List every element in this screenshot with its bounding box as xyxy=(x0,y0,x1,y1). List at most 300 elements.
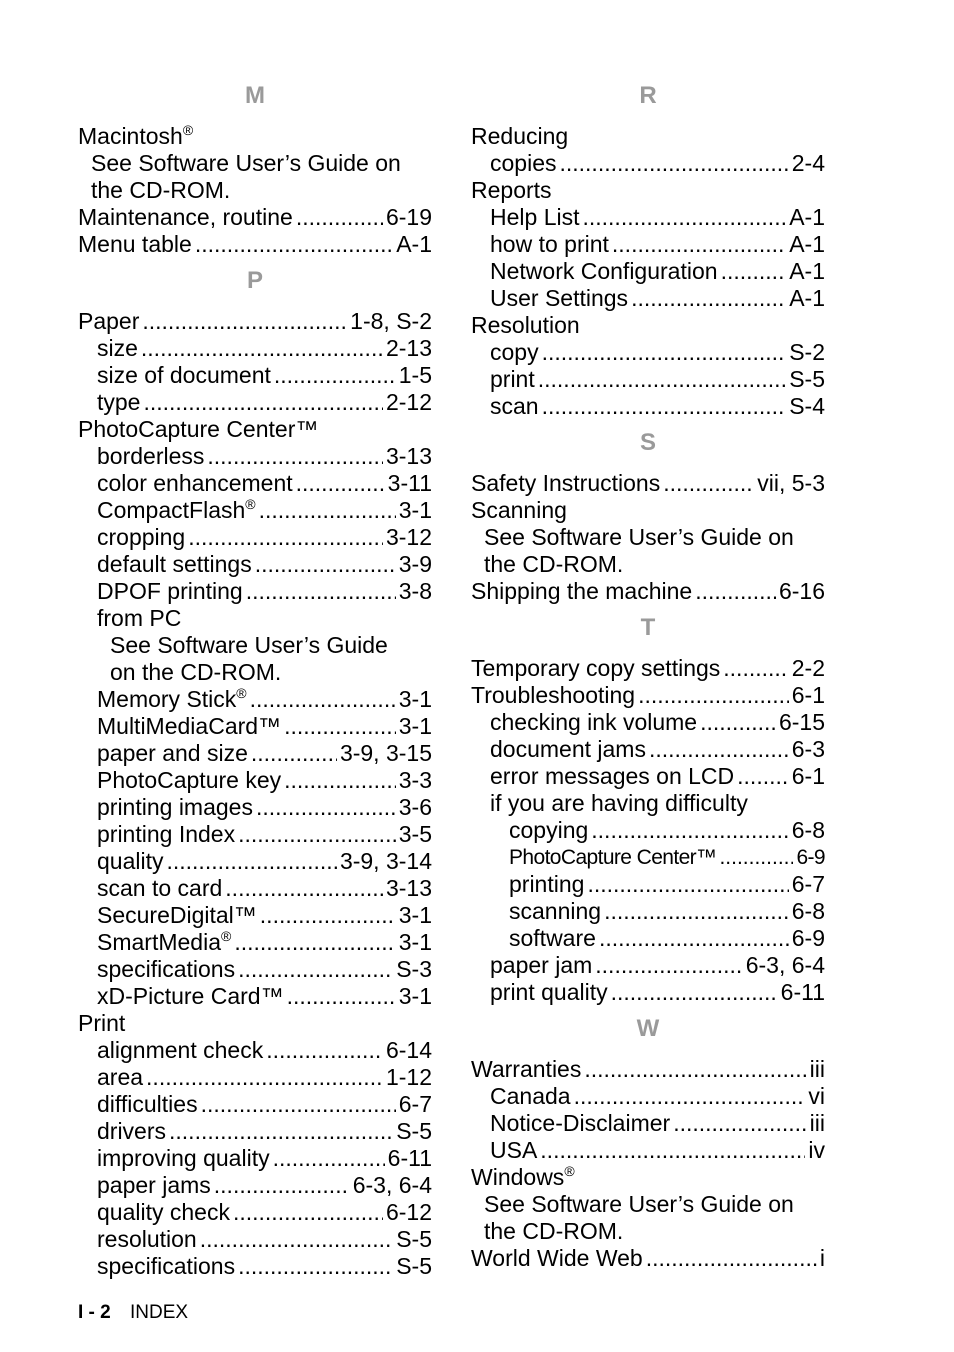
entry-term-text: Memory Stick xyxy=(97,686,237,712)
dot-leader xyxy=(296,204,383,231)
index-letter-heading: S xyxy=(639,429,656,456)
index-entry xyxy=(78,1172,432,1199)
entry-page-ref: 6-8 xyxy=(791,898,825,924)
registered-mark: ® xyxy=(245,496,256,512)
index-entry xyxy=(78,686,432,713)
entry-page-ref: A-1 xyxy=(789,258,825,284)
entry-page-ref: 3-1 xyxy=(398,686,432,712)
dot-leader xyxy=(638,682,789,709)
entry-term xyxy=(78,1010,125,1037)
entry-page-ref: A-1 xyxy=(789,231,825,257)
see-reference-line: the CD-ROM. xyxy=(484,1218,624,1244)
entry-page-ref: 2-13 xyxy=(385,335,432,361)
entry-page-ref: 2-4 xyxy=(791,150,825,176)
index-entry xyxy=(78,848,432,875)
entry-term xyxy=(97,524,185,551)
entry-term xyxy=(490,1083,571,1110)
index-entry xyxy=(471,339,825,366)
entry-term xyxy=(97,902,257,929)
dot-leader xyxy=(612,231,786,258)
index-entry xyxy=(471,177,825,204)
entry-term-text: copy xyxy=(490,339,539,365)
entry-term xyxy=(97,551,252,578)
index-entry xyxy=(78,929,432,956)
entry-page-ref: 6-3, 6-4 xyxy=(745,952,825,978)
dot-leader xyxy=(673,1110,806,1137)
dot-leader xyxy=(260,902,396,929)
index-entry xyxy=(471,231,825,258)
entry-term xyxy=(97,1172,211,1199)
entry-page-ref: S-5 xyxy=(396,1118,432,1144)
entry-term-text: paper jams xyxy=(97,1172,211,1198)
entry-term-text: Network Configuration xyxy=(490,258,718,284)
entry-term xyxy=(490,204,579,231)
dot-leader xyxy=(287,983,396,1010)
index-entry xyxy=(78,1064,432,1091)
entry-term-text: Paper xyxy=(78,308,140,334)
entry-page-ref: 1-5 xyxy=(398,362,432,388)
registered-mark: ® xyxy=(236,685,247,701)
index-entry xyxy=(471,790,825,817)
entry-term xyxy=(78,416,318,443)
index-entry xyxy=(78,335,432,362)
entry-term xyxy=(509,817,588,844)
entry-term-text: color enhancement xyxy=(97,470,293,496)
entry-term xyxy=(490,231,609,258)
entry-term-text: printing Index xyxy=(97,821,236,847)
entry-term-text: document jams xyxy=(490,736,646,762)
section-gap xyxy=(78,258,432,267)
index-letter-heading: T xyxy=(640,614,656,641)
index-entry xyxy=(78,740,432,767)
dot-leader xyxy=(251,740,337,767)
entry-term-text: scanning xyxy=(509,898,602,924)
entry-term-text: Macintosh xyxy=(78,123,183,149)
entry-page-ref: 3-9 xyxy=(398,551,432,577)
dot-leader xyxy=(256,794,396,821)
entry-term xyxy=(97,1253,235,1280)
entry-term-text: Reports xyxy=(471,177,552,203)
dot-leader xyxy=(538,366,786,393)
entry-term-text: size xyxy=(97,335,138,361)
see-reference-line: See Software User’s Guide on xyxy=(484,524,794,550)
index-entry xyxy=(78,578,432,605)
dot-leader xyxy=(246,578,396,605)
entry-page-ref: S-3 xyxy=(396,956,432,982)
entry-term-text: checking ink volume xyxy=(490,709,698,735)
index-entry xyxy=(78,416,432,443)
entry-term xyxy=(97,1037,263,1064)
entry-term xyxy=(490,736,646,763)
entry-term xyxy=(471,123,568,150)
entry-term-text: Temporary copy settings xyxy=(471,655,721,681)
see-reference-line: on the CD-ROM. xyxy=(110,659,282,685)
index-entry xyxy=(471,393,825,420)
entry-term xyxy=(490,709,697,736)
entry-term xyxy=(490,393,539,420)
entry-term xyxy=(97,740,248,767)
dot-leader xyxy=(591,817,788,844)
index-entry xyxy=(78,443,432,470)
dot-leader xyxy=(200,1226,393,1253)
entry-term-text: Windows xyxy=(471,1164,565,1190)
entry-term-text: Reducing xyxy=(471,123,569,149)
index-entry xyxy=(78,1199,432,1226)
entry-page-ref: S-2 xyxy=(789,339,825,365)
entry-term-text: borderless xyxy=(97,443,205,469)
entry-term-text: MultiMediaCard™ xyxy=(97,713,282,739)
index-letter-heading: M xyxy=(245,82,265,109)
entry-term-text: specifications xyxy=(97,1253,236,1279)
dot-leader xyxy=(599,925,789,952)
see-reference-line: See Software User’s Guide on xyxy=(484,1191,794,1217)
index-entry xyxy=(471,925,825,952)
index-entry xyxy=(471,1083,825,1110)
index-entry xyxy=(471,1137,825,1164)
entry-term xyxy=(97,794,253,821)
index-letter-heading: P xyxy=(246,267,263,294)
entry-page-ref: 3-11 xyxy=(387,470,432,496)
index-entry xyxy=(78,875,432,902)
entry-term-text: improving quality xyxy=(97,1145,270,1171)
entry-page-ref: 6-3, 6-4 xyxy=(352,1172,432,1198)
entry-term-text: drivers xyxy=(97,1118,167,1144)
entry-term xyxy=(490,763,734,790)
index-entry xyxy=(471,736,825,763)
dot-leader xyxy=(587,871,788,898)
index-entry xyxy=(471,655,825,682)
entry-term-text: cropping xyxy=(97,524,186,550)
entry-term xyxy=(97,443,204,470)
dot-leader xyxy=(225,875,383,902)
entry-term xyxy=(97,1064,143,1091)
entry-page-ref: S-4 xyxy=(789,393,825,419)
section-gap xyxy=(471,605,825,614)
entry-term xyxy=(97,1118,166,1145)
index-entry xyxy=(78,821,432,848)
index-entry xyxy=(78,389,432,416)
entry-term-text: area xyxy=(97,1064,144,1090)
index-entry xyxy=(471,258,825,285)
entry-term xyxy=(97,713,281,740)
entry-term-text: Safety Instructions xyxy=(471,470,661,496)
entry-term-text: USA xyxy=(490,1137,538,1163)
index-entry xyxy=(471,844,825,871)
index-entry xyxy=(471,682,825,709)
dot-leader xyxy=(255,551,396,578)
index-entry xyxy=(471,979,825,1006)
entry-term xyxy=(509,898,601,925)
entry-page-ref: 3-1 xyxy=(398,929,432,955)
entry-page-ref: 3-1 xyxy=(398,983,432,1009)
entry-page-ref: 6-19 xyxy=(385,204,432,230)
entry-term-text: Canada xyxy=(490,1083,571,1109)
see-reference-line: See Software User’s Guide on xyxy=(91,150,401,176)
entry-page-ref: 3-1 xyxy=(398,902,432,928)
entry-term xyxy=(97,848,163,875)
index-letter-heading: R xyxy=(639,82,657,109)
entry-term-text: SmartMedia xyxy=(97,929,221,955)
entry-term xyxy=(490,979,608,1006)
entry-page-ref: S-5 xyxy=(789,366,825,392)
entry-page-ref: 2-12 xyxy=(385,389,432,415)
index-entry xyxy=(78,1226,432,1253)
entry-term xyxy=(471,655,720,682)
entry-term xyxy=(97,605,181,632)
dot-leader xyxy=(595,952,742,979)
entry-term xyxy=(490,952,592,979)
see-reference-line: the CD-ROM. xyxy=(484,551,624,577)
entry-page-ref: 6-1 xyxy=(791,682,825,708)
index-entry xyxy=(78,605,432,632)
entry-term-text: default settings xyxy=(97,551,252,577)
dot-leader xyxy=(737,763,789,790)
entry-page-ref: A-1 xyxy=(789,204,825,230)
index-entry xyxy=(471,285,825,312)
entry-term-text: Maintenance, routine xyxy=(78,204,293,230)
entry-term xyxy=(471,682,635,709)
section-gap xyxy=(471,420,825,429)
entry-page-ref: 6-8 xyxy=(791,817,825,843)
entry-term xyxy=(78,123,193,150)
dot-leader xyxy=(214,1172,350,1199)
entry-term xyxy=(490,339,539,366)
dot-leader xyxy=(266,1037,383,1064)
entry-term-text: paper jam xyxy=(490,952,593,978)
entry-term-text: scan xyxy=(490,393,539,419)
entry-term xyxy=(471,177,552,204)
dot-leader xyxy=(207,443,383,470)
index-entry xyxy=(78,713,432,740)
entry-term xyxy=(97,956,235,983)
entry-term xyxy=(509,871,584,898)
entry-term-text: Notice-Disclaimer xyxy=(490,1110,671,1136)
entry-term-text: xD-Picture Card™ xyxy=(97,983,284,1009)
index-entry xyxy=(78,470,432,497)
index-entry xyxy=(471,123,825,150)
entry-term-text: from PC xyxy=(97,605,182,631)
entry-term xyxy=(490,366,535,393)
entry-term xyxy=(509,844,716,871)
dot-leader xyxy=(559,150,788,177)
entry-term-text: PhotoCapture Center™ xyxy=(509,846,717,869)
index-entry xyxy=(471,1110,825,1137)
entry-term-text: Print xyxy=(78,1010,126,1036)
index-entry xyxy=(471,1164,825,1191)
entry-term-text: SecureDigital™ xyxy=(97,902,257,928)
entry-page-ref: 3-5 xyxy=(398,821,432,847)
entry-term-text: Resolution xyxy=(471,312,580,338)
index-entry xyxy=(471,204,825,231)
entry-page-ref: iii xyxy=(809,1110,825,1136)
entry-term xyxy=(471,1245,643,1272)
entry-term xyxy=(471,470,660,497)
entry-term-text: specifications xyxy=(97,956,236,982)
entry-term-text: resolution xyxy=(97,1226,197,1252)
index-entry xyxy=(78,794,432,821)
index-entry xyxy=(78,1145,432,1172)
dot-leader xyxy=(273,1145,385,1172)
entry-page-ref: vii, 5-3 xyxy=(757,470,825,496)
dot-leader xyxy=(284,767,396,794)
entry-page-ref: A-1 xyxy=(396,231,432,257)
section-name: INDEX xyxy=(130,1302,189,1323)
entry-term xyxy=(97,1226,197,1253)
index-entry xyxy=(471,578,825,605)
entry-term-text: User Settings xyxy=(490,285,629,311)
index-entry xyxy=(78,362,432,389)
dot-leader xyxy=(649,736,789,763)
index-entry xyxy=(78,956,432,983)
entry-page-ref: S-5 xyxy=(396,1253,432,1279)
index-entry xyxy=(78,767,432,794)
entry-page-ref: 6-16 xyxy=(778,578,825,604)
entry-page-ref: 3-3 xyxy=(398,767,432,793)
dot-leader xyxy=(169,1118,393,1145)
dot-leader xyxy=(584,1056,806,1083)
entry-page-ref: iii xyxy=(809,1056,825,1082)
page-footer xyxy=(78,1302,188,1324)
entry-term-text: size of document xyxy=(97,362,271,388)
index-entry xyxy=(78,1037,432,1064)
entry-term xyxy=(97,578,243,605)
entry-term-text: paper and size xyxy=(97,740,248,766)
dot-leader xyxy=(146,1064,383,1091)
entry-term-text: quality xyxy=(97,848,164,874)
entry-term-text: alignment check xyxy=(97,1037,264,1063)
entry-page-ref: A-1 xyxy=(789,285,825,311)
dot-leader xyxy=(250,686,396,713)
entry-term xyxy=(471,578,692,605)
index-entry xyxy=(471,366,825,393)
entry-term xyxy=(97,470,293,497)
entry-page-ref: 1-8, S-2 xyxy=(350,308,432,334)
dot-leader xyxy=(719,844,793,871)
entry-term xyxy=(97,1145,270,1172)
dot-leader xyxy=(721,258,787,285)
index-entry xyxy=(471,871,825,898)
dot-leader xyxy=(296,470,385,497)
entry-page-ref: 3-12 xyxy=(385,524,432,550)
entry-term xyxy=(490,790,748,817)
entry-term-text: Help List xyxy=(490,204,580,230)
index-entry xyxy=(78,204,432,231)
entry-page-ref: 3-13 xyxy=(385,443,432,469)
page-number: I - 2 xyxy=(78,1302,111,1323)
entry-term xyxy=(471,1164,575,1191)
entry-page-ref: 3-13 xyxy=(385,875,432,901)
entry-term-text: printing images xyxy=(97,794,253,820)
dot-leader xyxy=(201,1091,396,1118)
entry-term xyxy=(490,258,718,285)
entry-term xyxy=(97,875,222,902)
entry-page-ref: 6-11 xyxy=(780,979,825,1005)
entry-page-ref: 1-12 xyxy=(385,1064,432,1090)
entry-page-ref: 6-1 xyxy=(791,763,825,789)
index-entry xyxy=(471,1056,825,1083)
entry-term xyxy=(471,1056,581,1083)
index-entry xyxy=(471,497,825,524)
entry-term xyxy=(97,821,235,848)
index-entry xyxy=(78,1010,432,1037)
entry-page-ref: 6-3 xyxy=(791,736,825,762)
registered-mark: ® xyxy=(182,122,194,138)
index-entry xyxy=(78,308,432,335)
entry-page-ref: i xyxy=(819,1245,825,1271)
entry-term xyxy=(78,231,192,258)
entry-term xyxy=(490,285,628,312)
entry-term xyxy=(97,1199,230,1226)
entry-term xyxy=(471,312,580,339)
entry-term xyxy=(97,1091,198,1118)
entry-term-text: copying xyxy=(509,817,589,843)
dot-leader xyxy=(723,655,788,682)
entry-term-text: if you are having difficulty xyxy=(490,790,748,816)
entry-term xyxy=(509,925,596,952)
dot-leader xyxy=(631,285,786,312)
dot-leader xyxy=(238,1253,393,1280)
dot-leader xyxy=(238,956,393,983)
index-letter-heading: W xyxy=(636,1015,660,1042)
entry-term-text: error messages on LCD xyxy=(490,763,735,789)
dot-leader xyxy=(274,362,396,389)
entry-term xyxy=(97,767,281,794)
index-entry xyxy=(78,983,432,1010)
dot-leader xyxy=(542,339,787,366)
registered-mark: ® xyxy=(564,1163,575,1179)
entry-term-text: type xyxy=(97,389,141,415)
entry-page-ref: 6-15 xyxy=(778,709,825,735)
index-entry xyxy=(78,524,432,551)
entry-page-ref: 3-8 xyxy=(398,578,432,604)
index-entry xyxy=(471,763,825,790)
entry-term-text: print xyxy=(490,366,535,392)
entry-term-text: scan to card xyxy=(97,875,223,901)
entry-term-text: PhotoCapture Center™ xyxy=(78,416,319,442)
entry-term-text: Scanning xyxy=(471,497,567,523)
entry-term-text: PhotoCapture key xyxy=(97,767,282,793)
registered-mark: ® xyxy=(220,928,232,944)
dot-leader xyxy=(141,335,383,362)
entry-term-text: printing xyxy=(509,871,585,897)
entry-term-text: quality check xyxy=(97,1199,230,1225)
index-entry xyxy=(471,817,825,844)
entry-page-ref: 6-7 xyxy=(791,871,825,897)
dot-leader xyxy=(611,979,778,1006)
entry-page-ref: 3-9, 3-14 xyxy=(339,848,432,874)
dot-leader xyxy=(142,308,347,335)
index-entry xyxy=(471,312,825,339)
entry-page-ref: 6-9 xyxy=(796,846,825,869)
entry-page-ref: 6-12 xyxy=(385,1199,432,1225)
index-entry xyxy=(471,952,825,979)
entry-term-text: how to print xyxy=(490,231,609,257)
dot-leader xyxy=(166,848,336,875)
index-entry xyxy=(78,497,432,524)
entry-term xyxy=(97,686,247,713)
dot-leader xyxy=(143,389,382,416)
entry-term-text: Shipping the machine xyxy=(471,578,693,604)
dot-leader xyxy=(195,231,393,258)
see-reference-line: See Software User’s Guide xyxy=(110,632,388,658)
dot-leader xyxy=(284,713,396,740)
section-gap xyxy=(471,1006,825,1015)
index-entry xyxy=(78,1253,432,1280)
entry-page-ref: 3-1 xyxy=(398,713,432,739)
entry-page-ref: 6-7 xyxy=(398,1091,432,1117)
entry-page-ref: 6-14 xyxy=(385,1037,432,1063)
entry-page-ref: iv xyxy=(808,1137,825,1163)
